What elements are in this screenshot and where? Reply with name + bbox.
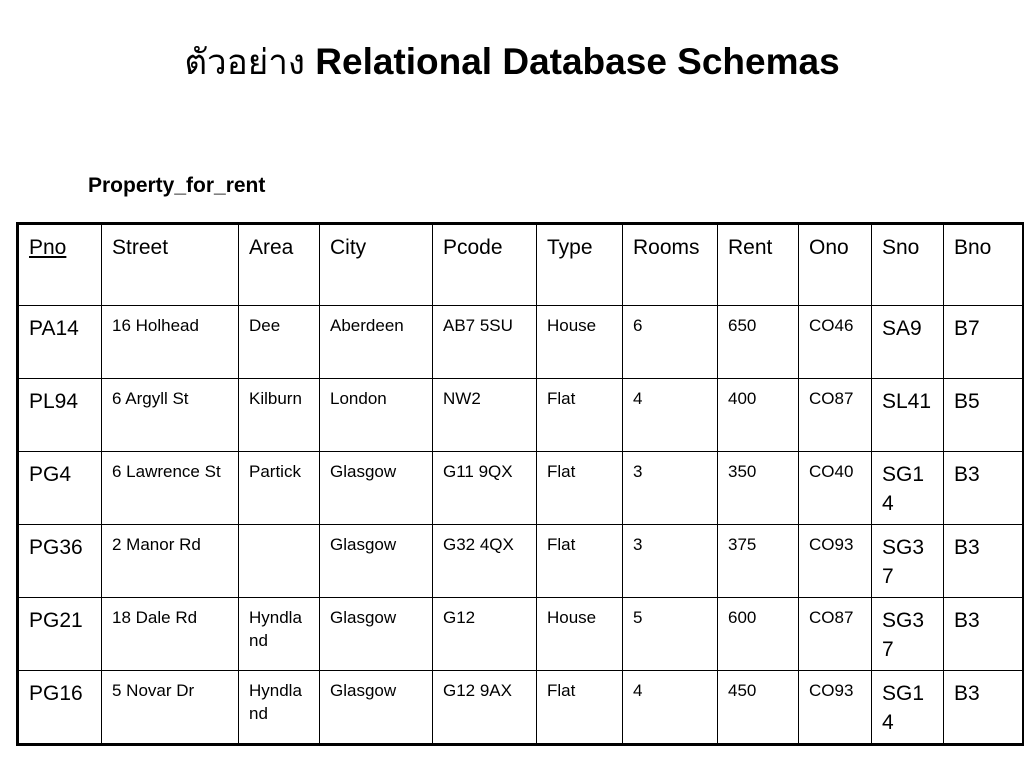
table-row (18, 379, 1024, 452)
cell-pno: PG21 (18, 598, 102, 671)
cell-rooms: 6 (623, 306, 718, 379)
cell-street: 6 Argyll St (102, 379, 239, 452)
cell-street: 18 Dale Rd (102, 598, 239, 671)
cell-rent: 375 (718, 525, 799, 598)
cell-pno: PG16 (18, 671, 102, 745)
cell-pno: PL94 (18, 379, 102, 452)
table-body (18, 224, 1024, 745)
column-header-street (102, 224, 239, 306)
cell-sno: SG14 (872, 671, 944, 745)
page-title-english: Relational Database Schemas (315, 41, 840, 82)
table-header-row (18, 224, 1024, 306)
cell-rent: 600 (718, 598, 799, 671)
column-header-label: Type (547, 236, 593, 259)
table-row (18, 306, 1024, 379)
table-name: Property_for_rent (88, 174, 266, 197)
cell-area: Dee (239, 306, 320, 379)
cell-area (239, 525, 320, 598)
column-header-label: Sno (882, 236, 920, 259)
column-header-label: Bno (954, 236, 992, 259)
cell-ono: CO40 (799, 452, 872, 525)
cell-type: Flat (537, 452, 623, 525)
cell-ono: CO93 (799, 525, 872, 598)
column-header-rent (718, 224, 799, 306)
column-header-rooms (623, 224, 718, 306)
cell-sno: SG37 (872, 525, 944, 598)
cell-rooms: 4 (623, 671, 718, 745)
cell-bno: B3 (944, 671, 1024, 745)
cell-area: Hyndland (239, 671, 320, 745)
column-header-label: Street (112, 236, 169, 259)
cell-bno: B3 (944, 525, 1024, 598)
cell-city: Glasgow (320, 525, 433, 598)
column-header-label: City (330, 236, 367, 259)
cell-sno: SG37 (872, 598, 944, 671)
column-header-type (537, 224, 623, 306)
cell-pcode: G11 9QX (433, 452, 537, 525)
page-title (0, 38, 1024, 87)
cell-pcode: AB7 5SU (433, 306, 537, 379)
column-header-label: Rent (728, 236, 773, 259)
cell-street: 16 Holhead (102, 306, 239, 379)
cell-city: London (320, 379, 433, 452)
cell-ono: CO87 (799, 598, 872, 671)
column-header-pcode (433, 224, 537, 306)
cell-rent: 350 (718, 452, 799, 525)
cell-pcode: G32 4QX (433, 525, 537, 598)
cell-type: Flat (537, 525, 623, 598)
cell-sno: SA9 (872, 306, 944, 379)
cell-area: Kilburn (239, 379, 320, 452)
cell-type: House (537, 598, 623, 671)
cell-rooms: 4 (623, 379, 718, 452)
cell-sno: SL41 (872, 379, 944, 452)
column-header-label: Ono (809, 236, 849, 259)
page-title-thai: ตัวอย่าง (184, 43, 305, 83)
cell-pcode: NW2 (433, 379, 537, 452)
column-header-label: Rooms (633, 236, 700, 259)
column-header-bno (944, 224, 1024, 306)
cell-street: 2 Manor Rd (102, 525, 239, 598)
cell-sno: SG14 (872, 452, 944, 525)
cell-ono: CO93 (799, 671, 872, 745)
property-table (16, 222, 1024, 746)
cell-rent: 400 (718, 379, 799, 452)
cell-city: Aberdeen (320, 306, 433, 379)
column-header-label: Pno (29, 236, 67, 259)
cell-pno: PG36 (18, 525, 102, 598)
cell-rooms: 3 (623, 525, 718, 598)
cell-rent: 450 (718, 671, 799, 745)
cell-pcode: G12 9AX (433, 671, 537, 745)
cell-rent: 650 (718, 306, 799, 379)
table-row (18, 452, 1024, 525)
table-row (18, 598, 1024, 671)
cell-bno: B5 (944, 379, 1024, 452)
column-header-area (239, 224, 320, 306)
cell-area: Partick (239, 452, 320, 525)
cell-pcode: G12 (433, 598, 537, 671)
column-header-label: Pcode (443, 236, 503, 259)
column-header-city (320, 224, 433, 306)
cell-street: 5 Novar Dr (102, 671, 239, 745)
cell-bno: B3 (944, 598, 1024, 671)
column-header-ono (799, 224, 872, 306)
cell-rooms: 3 (623, 452, 718, 525)
cell-area: Hyndland (239, 598, 320, 671)
column-header-label: Area (249, 236, 294, 259)
cell-city: Glasgow (320, 598, 433, 671)
cell-city: Glasgow (320, 452, 433, 525)
column-header-pno (18, 224, 102, 306)
cell-type: House (537, 306, 623, 379)
cell-ono: CO87 (799, 379, 872, 452)
table-row (18, 671, 1024, 745)
cell-bno: B3 (944, 452, 1024, 525)
cell-city: Glasgow (320, 671, 433, 745)
table-row (18, 525, 1024, 598)
cell-street: 6 Lawrence St (102, 452, 239, 525)
cell-pno: PG4 (18, 452, 102, 525)
cell-pno: PA14 (18, 306, 102, 379)
cell-bno: B7 (944, 306, 1024, 379)
column-header-sno (872, 224, 944, 306)
cell-ono: CO46 (799, 306, 872, 379)
cell-rooms: 5 (623, 598, 718, 671)
cell-type: Flat (537, 671, 623, 745)
cell-type: Flat (537, 379, 623, 452)
